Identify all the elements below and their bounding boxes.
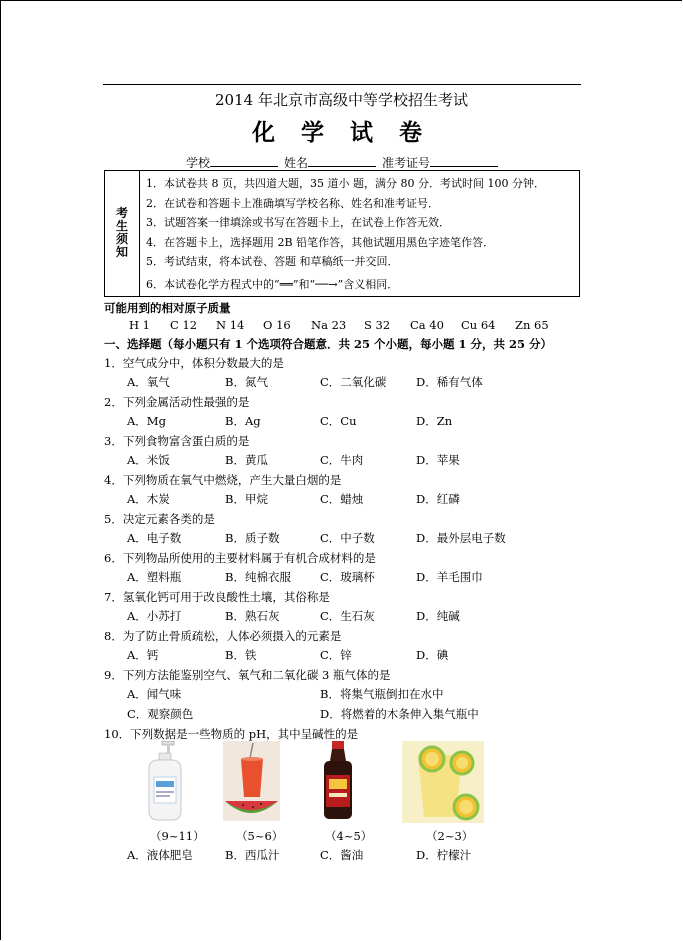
lemon-juice-image (402, 741, 484, 823)
notice-box (104, 170, 580, 297)
option[interactable]: B．铁 (225, 648, 257, 662)
option[interactable]: C．二氧化碳 (320, 375, 387, 389)
watermelon-juice-image (223, 741, 280, 821)
option[interactable]: B．质子数 (225, 531, 280, 545)
option[interactable]: D．苹果 (416, 453, 460, 467)
option[interactable]: C．玻璃杯 (320, 570, 375, 584)
option[interactable]: D．将燃着的木条伸入集气瓶中 (320, 707, 479, 721)
soap-bottle-image (140, 741, 190, 821)
atomic-mass: Cu 64 (461, 318, 496, 332)
question-stem: 6．下列物品所使用的主要材料属于有机合成材料的是 (104, 551, 376, 565)
atomic-mass: S 32 (364, 318, 391, 332)
name-label: 姓名 (284, 156, 309, 170)
question-stem: 9．下列方法能鉴别空气、氧气和二氧化碳 3 瓶气体的是 (104, 668, 391, 682)
notice-side (105, 171, 140, 296)
option[interactable]: C．牛肉 (320, 453, 364, 467)
option[interactable]: C．观察颜色 (127, 707, 194, 721)
option[interactable]: A．Mg (127, 414, 166, 428)
option[interactable]: D．柠檬汁 (416, 848, 472, 862)
option[interactable]: B．氮气 (225, 375, 268, 389)
notice-item: 1．本试卷共 8 页，共四道大题，35 道小 题，满分 80 分．考试时间 100 分钟． (146, 177, 545, 190)
question-stem: 8．为了防止骨质疏松，人体必须摄入的元素是 (104, 629, 342, 643)
option[interactable]: A．米饭 (127, 453, 170, 467)
notice-item: 4．在答题卡上，选择题用 2B 铅笔作答，其他试题用黑色字迹笔作答． (146, 235, 495, 249)
option[interactable]: C．酱油 (320, 848, 364, 862)
atomic-mass: O 16 (263, 318, 291, 332)
name-blank[interactable] (308, 154, 376, 167)
question-stem: 1．空气成分中，体积分数最大的是 (104, 356, 284, 370)
atomic-mass: N 14 (216, 318, 245, 332)
atomic-mass-list (129, 318, 555, 332)
question-stem: 7．氢氧化钙可用于改良酸性土壤，其俗称是 (104, 590, 330, 604)
header-rule (103, 84, 581, 85)
option[interactable]: A．氧气 (127, 375, 170, 389)
atomic-mass: Ca 40 (410, 318, 444, 332)
soy-sauce-bottle-image (318, 741, 358, 821)
option[interactable]: D．最外层电子数 (416, 531, 506, 545)
atomic-mass: C 12 (170, 318, 198, 332)
option[interactable]: C．蜡烛 (320, 492, 364, 506)
option[interactable]: A．液体肥皂 (127, 848, 193, 862)
atomic-mass: Na 23 (311, 318, 347, 332)
option[interactable]: D．稀有气体 (416, 375, 483, 389)
option[interactable]: B．纯棉衣服 (225, 570, 291, 584)
option[interactable]: C．锌 (320, 648, 352, 662)
atomic-mass: H 1 (129, 318, 151, 332)
ph-label: （2~3） (426, 829, 474, 843)
question-stem: 4．下列物质在氧气中燃烧，产生大量白烟的是 (104, 473, 342, 487)
question-stem: 3．下列食物富含蛋白质的是 (104, 434, 250, 448)
option[interactable]: A．电子数 (127, 531, 182, 545)
option[interactable]: D．红磷 (416, 492, 460, 506)
option[interactable]: B．西瓜汁 (225, 848, 280, 862)
atomic-mass: Zn 65 (515, 318, 549, 332)
notice-items (146, 174, 545, 294)
notice-item: 3．试题答案一律填涂或书写在答题卡上，在试卷上作答无效． (146, 216, 450, 229)
notice-side-label: 考生须知 (116, 206, 129, 259)
option[interactable]: A．钙 (127, 648, 159, 662)
school-label: 学校 (186, 156, 211, 170)
option[interactable]: A．木炭 (127, 492, 170, 506)
ph-label: （9~11） (150, 829, 205, 843)
option[interactable]: B．黄瓜 (225, 453, 268, 467)
option[interactable]: B．熟石灰 (225, 609, 280, 623)
ph-label: （5~6） (236, 829, 284, 843)
question-stem: 2．下列金属活动性最强的是 (104, 395, 250, 409)
option[interactable]: D．Zn (416, 414, 453, 428)
option[interactable]: B．甲烷 (225, 492, 268, 506)
question-stem: 10．下列数据是一些物质的 pH，其中呈碱性的是 (104, 727, 359, 741)
candidate-info (186, 154, 504, 171)
ticket-label: 准考证号 (382, 156, 431, 170)
option[interactable]: D．羊毛围巾 (416, 570, 483, 584)
option[interactable]: D．纯碱 (416, 609, 460, 623)
option[interactable]: D．碘 (416, 648, 449, 662)
exam-title: 2014 年北京市高级中等学校招生考试 (215, 91, 468, 109)
option[interactable]: B．将集气瓶倒扣在水中 (320, 687, 444, 701)
option[interactable]: C．中子数 (320, 531, 375, 545)
notice-item: 2．在试卷和答题卡上准确填写学校名称、姓名和准考证号． (146, 196, 439, 210)
school-blank[interactable] (210, 154, 278, 167)
option[interactable]: C．Cu (320, 414, 357, 428)
notice-item: 6．本试卷化学方程式中的“══”和“──→”含义相同． (146, 277, 399, 291)
subject-title: 化 学 试 卷 (251, 119, 432, 146)
ph-label: （4~5） (325, 829, 373, 843)
atomic-mass-label: 可能用到的相对原子质量 (104, 301, 231, 315)
option[interactable]: B．Ag (225, 414, 261, 428)
question-stem: 5．决定元素各类的是 (104, 512, 215, 526)
ticket-blank[interactable] (430, 154, 498, 167)
section-heading: 一、选择题（每小题只有 1 个选项符合题意．共 25 个小题，每小题 1 分，共 25 分） (104, 337, 553, 351)
option[interactable]: C．生石灰 (320, 609, 375, 623)
option[interactable]: A．闻气味 (127, 687, 182, 701)
notice-item: 5．考试结束，将本试卷、答题 和草稿纸一并交回． (146, 255, 399, 268)
option[interactable]: A．小苏打 (127, 609, 182, 623)
option[interactable]: A．塑料瓶 (127, 570, 182, 584)
